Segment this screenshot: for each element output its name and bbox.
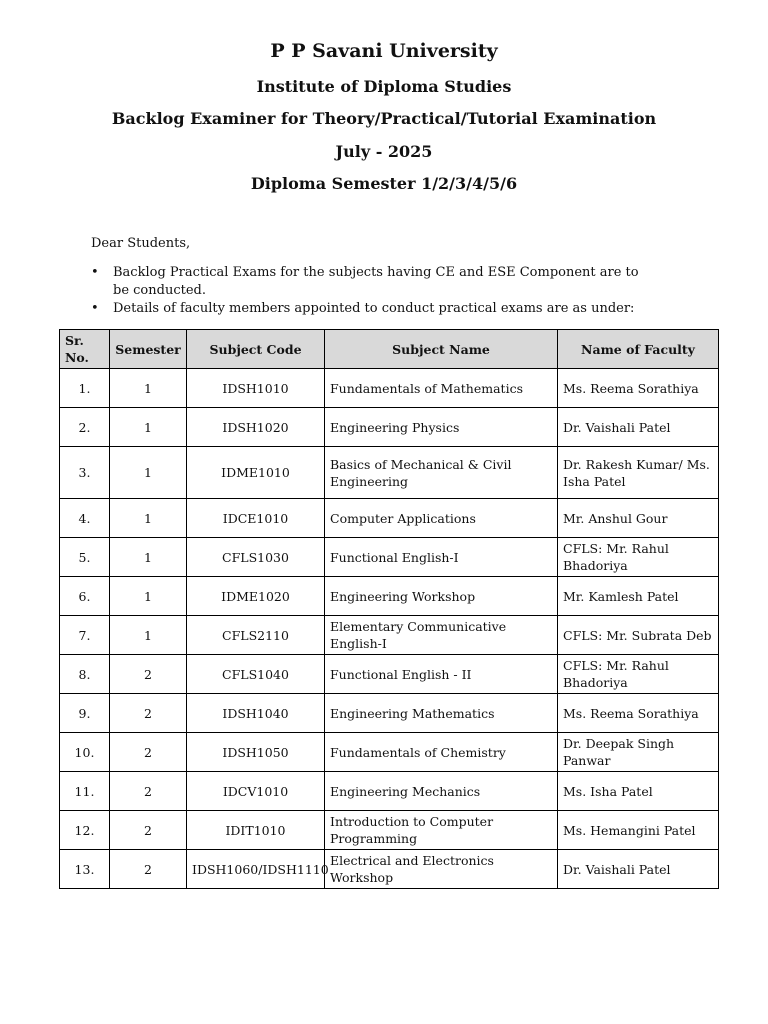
cell-subject-code: IDCE1010 — [187, 499, 325, 538]
cell-subject-code: IDIT1010 — [187, 811, 325, 850]
cell-faculty: CFLS: Mr. Subrata Deb — [558, 616, 719, 655]
notice-bullet — [91, 264, 651, 300]
cell-sr-no: 11. — [60, 772, 110, 811]
cell-faculty: CFLS: Mr. Rahul Bhadoriya — [558, 538, 719, 577]
table-row — [60, 538, 719, 577]
cell-subject-name: Fundamentals of Chemistry — [325, 733, 558, 772]
cell-subject-name: Basics of Mechanical & Civil Engineering — [325, 447, 558, 499]
cell-faculty: CFLS: Mr. Rahul Bhadoriya — [558, 655, 719, 694]
cell-sr-no: 6. — [60, 577, 110, 616]
cell-faculty: Dr. Rakesh Kumar/ Ms. Isha Patel — [558, 447, 719, 499]
cell-subject-code: IDSH1010 — [187, 369, 325, 408]
bullet-icon: • — [91, 301, 99, 316]
cell-sr-no: 10. — [60, 733, 110, 772]
cell-faculty: Ms. Isha Patel — [558, 772, 719, 811]
table-row — [60, 369, 719, 408]
table-header-row — [60, 330, 719, 369]
cell-subject-code: IDCV1010 — [187, 772, 325, 811]
cell-subject-name: Fundamentals of Mathematics — [325, 369, 558, 408]
column-header-subject-name: Subject Name — [325, 330, 558, 369]
cell-subject-name: Engineering Physics — [325, 408, 558, 447]
cell-subject-name: Introduction to Computer Programming — [325, 811, 558, 850]
cell-subject-code: CFLS1040 — [187, 655, 325, 694]
university-title: P P Savani University — [270, 40, 498, 62]
cell-semester: 1 — [110, 538, 187, 577]
table-row — [60, 655, 719, 694]
table-row — [60, 772, 719, 811]
cell-sr-no: 3. — [60, 447, 110, 499]
cell-subject-name: Functional English - II — [325, 655, 558, 694]
notice-bullet-text: Backlog Practical Exams for the subjects having CE and ESE Component are to be conducted. — [113, 265, 639, 298]
cell-semester: 1 — [110, 616, 187, 655]
table-row — [60, 447, 719, 499]
greeting: Dear Students, — [91, 236, 191, 251]
cell-sr-no: 5. — [60, 538, 110, 577]
cell-semester: 1 — [110, 447, 187, 499]
table-row — [60, 577, 719, 616]
cell-sr-no: 7. — [60, 616, 110, 655]
exam-title: Backlog Examiner for Theory/Practical/Tutorial Examination — [111, 109, 657, 128]
cell-subject-code: IDSH1020 — [187, 408, 325, 447]
cell-semester: 1 — [110, 369, 187, 408]
semester-list: Diploma Semester 1/2/3/4/5/6 — [250, 174, 518, 193]
bullet-icon: • — [91, 265, 99, 280]
cell-sr-no: 8. — [60, 655, 110, 694]
cell-faculty: Ms. Reema Sorathiya — [558, 369, 719, 408]
cell-semester: 2 — [110, 811, 187, 850]
table-row — [60, 850, 719, 889]
cell-faculty: Ms. Reema Sorathiya — [558, 694, 719, 733]
cell-semester: 2 — [110, 694, 187, 733]
table-row — [60, 408, 719, 447]
table-row — [60, 499, 719, 538]
cell-sr-no: 1. — [60, 369, 110, 408]
exam-month: July - 2025 — [335, 142, 433, 161]
cell-subject-code: IDME1010 — [187, 447, 325, 499]
cell-subject-code: CFLS2110 — [187, 616, 325, 655]
cell-faculty: Dr. Deepak Singh Panwar — [558, 733, 719, 772]
table-row — [60, 733, 719, 772]
cell-subject-name: Computer Applications — [325, 499, 558, 538]
cell-subject-code: IDSH1040 — [187, 694, 325, 733]
cell-semester: 2 — [110, 733, 187, 772]
column-header-subject-code: Subject Code — [187, 330, 325, 369]
cell-semester: 2 — [110, 772, 187, 811]
table-row — [60, 616, 719, 655]
cell-sr-no: 2. — [60, 408, 110, 447]
cell-sr-no: 9. — [60, 694, 110, 733]
table-row — [60, 694, 719, 733]
column-header-semester: Semester — [110, 330, 187, 369]
cell-semester: 1 — [110, 408, 187, 447]
notice-bullets — [91, 264, 651, 318]
cell-faculty: Mr. Kamlesh Patel — [558, 577, 719, 616]
cell-subject-name: Elementary Communicative English-I — [325, 616, 558, 655]
cell-subject-name: Engineering Workshop — [325, 577, 558, 616]
cell-semester: 2 — [110, 850, 187, 889]
cell-faculty: Mr. Anshul Gour — [558, 499, 719, 538]
cell-subject-code: IDME1020 — [187, 577, 325, 616]
cell-faculty: Ms. Hemangini Patel — [558, 811, 719, 850]
cell-semester: 1 — [110, 577, 187, 616]
faculty-table — [59, 329, 719, 889]
cell-subject-code: IDSH1050 — [187, 733, 325, 772]
notice-bullet-text: Details of faculty members appointed to conduct practical exams are as under: — [113, 301, 635, 316]
column-header-sr-no: Sr. No. — [60, 330, 110, 369]
cell-subject-name: Functional English-I — [325, 538, 558, 577]
cell-subject-name: Electrical and Electronics Workshop — [325, 850, 558, 889]
cell-subject-name: Engineering Mathematics — [325, 694, 558, 733]
cell-faculty: Dr. Vaishali Patel — [558, 850, 719, 889]
cell-semester: 1 — [110, 499, 187, 538]
cell-subject-code: CFLS1030 — [187, 538, 325, 577]
cell-sr-no: 12. — [60, 811, 110, 850]
cell-faculty: Dr. Vaishali Patel — [558, 408, 719, 447]
cell-semester: 2 — [110, 655, 187, 694]
cell-sr-no: 4. — [60, 499, 110, 538]
institute-title: Institute of Diploma Studies — [256, 77, 512, 96]
cell-subject-code: IDSH1060/IDSH1110 — [187, 850, 325, 889]
cell-subject-name: Engineering Mechanics — [325, 772, 558, 811]
cell-sr-no: 13. — [60, 850, 110, 889]
column-header-faculty: Name of Faculty — [558, 330, 719, 369]
notice-bullet — [91, 300, 651, 318]
table-row — [60, 811, 719, 850]
